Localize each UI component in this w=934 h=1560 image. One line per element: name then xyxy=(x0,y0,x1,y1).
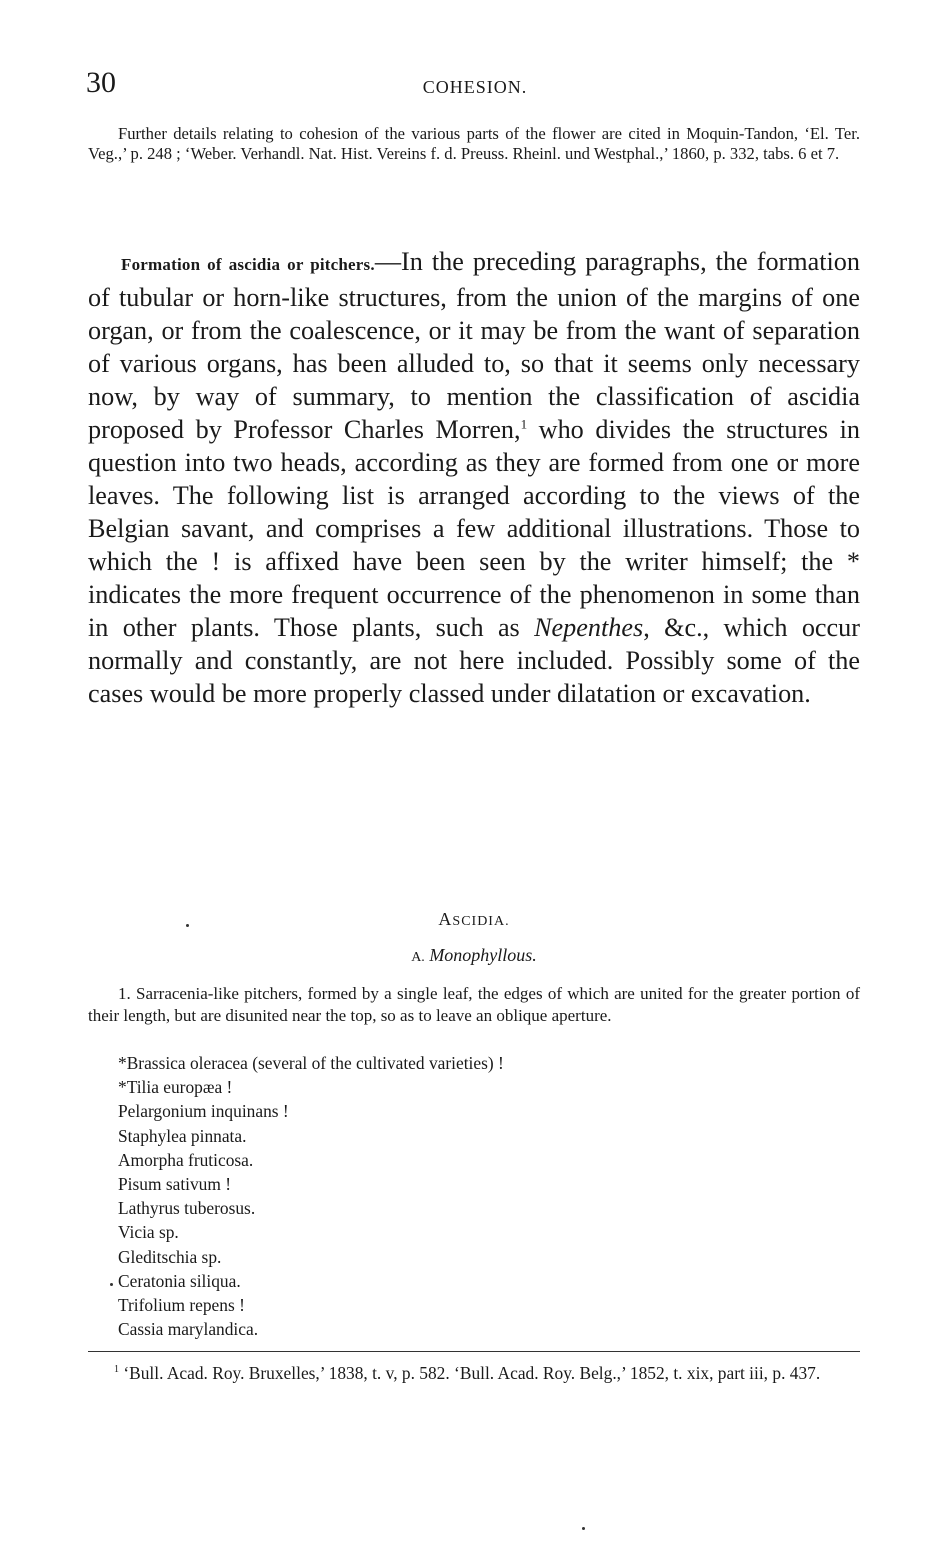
running-title: COHESION. xyxy=(422,77,528,97)
footnote-divider xyxy=(88,1351,860,1352)
list-item: Pisum sativum ! xyxy=(118,1174,232,1195)
footnote xyxy=(88,1362,860,1384)
subsection-heading xyxy=(88,944,860,969)
list-item: Ceratonia siliqua. xyxy=(118,1270,241,1291)
print-speck xyxy=(582,1527,585,1530)
section-title xyxy=(88,908,860,933)
print-speck xyxy=(110,1283,113,1286)
list-item: Trifolium repens ! xyxy=(118,1295,245,1316)
list-item: Amorpha fruticosa. xyxy=(118,1149,254,1170)
list-item: Vicia sp. xyxy=(118,1222,179,1243)
section-title-rest: SCIDIA. xyxy=(452,914,510,929)
section-title-initial: A xyxy=(438,909,453,929)
footnote-reference: 1 xyxy=(520,416,528,432)
list-item: *Tilia europæa ! xyxy=(118,1077,233,1098)
list-item: Staphylea pinnata. xyxy=(118,1125,247,1146)
genus-nepenthes: Nepenthes xyxy=(534,613,644,642)
item-description xyxy=(88,983,860,1027)
list-item: Lathyrus tuberosus. xyxy=(118,1198,256,1219)
subsection-letter: A. xyxy=(411,950,425,965)
paragraph-text-part-2: who divides the structures in question into two heads, according as they are formed from one or more leaves. The following list is arranged according to the views of the Belgian savant, and comprises a few additional illustrations. Those to which the ! is affixed have been seen by the writer himself; the * indicates the more frequent occurrence of the phenomenon in some than in other plants. Those plants, such as xyxy=(88,415,860,642)
list-item: Pelargonium inquinans ! xyxy=(118,1101,289,1122)
page-header xyxy=(86,66,864,106)
footnote-text: ‘Bull. Acad. Roy. Bruxelles,’ 1838, t. v, p. 582. ‘Bull. Acad. Roy. Belg.,’ 1852, t. xix, part iii, p. 437. xyxy=(119,1363,821,1383)
list-item: *Brassica oleracea (several of the cultivated varieties) ! xyxy=(118,1053,504,1073)
footnote-marker: 1 xyxy=(114,1364,119,1376)
list-item: Cassia marylandica. xyxy=(118,1319,259,1340)
reference-note: Further details relating to cohesion of the various parts of the flower are cited in Moquin-Tandon, ‘El. Ter. Veg.,’ p. 248 ; ‘Weber. Verhandl. Nat. Hist. Vereins f. d. Preuss. Rheinl. und Westphal.,’ 1860, p. 332, tabs. 6 et 7. xyxy=(88,124,860,163)
page-number: 30 xyxy=(86,66,116,99)
list-item: Gleditschia sp. xyxy=(118,1246,222,1267)
subsection-title: Monophyllous. xyxy=(429,945,537,965)
paragraph-text-part-3: , &c., which occur normally and constantly, are not here included. Possibly some of the cases would be more properly classed under dilatation or excavation. xyxy=(88,613,860,708)
paragraph-lead: Formation of ascidia or pitchers. xyxy=(121,255,375,274)
item-text: Sarracenia-like pitchers, formed by a single leaf, the edges of which are united for the greater portion of their length, but are disunited near the top, so as to leave an oblique aperture. xyxy=(88,984,860,1025)
item-number: 1. xyxy=(118,984,131,1003)
paragraph-text-part-1: —In the preceding paragraphs, the formation of tubular or horn-like structures, from the union of the margins of one organ, or from the coalescence, or it may be from the want of separation of various organs, has been alluded to, so that it seems only necessary now, by way of summary, to mention the classification of ascidia proposed by Professor Charles Morren, xyxy=(88,247,860,444)
plant-list xyxy=(118,1051,504,1341)
main-paragraph xyxy=(88,245,860,710)
print-speck xyxy=(186,924,189,927)
